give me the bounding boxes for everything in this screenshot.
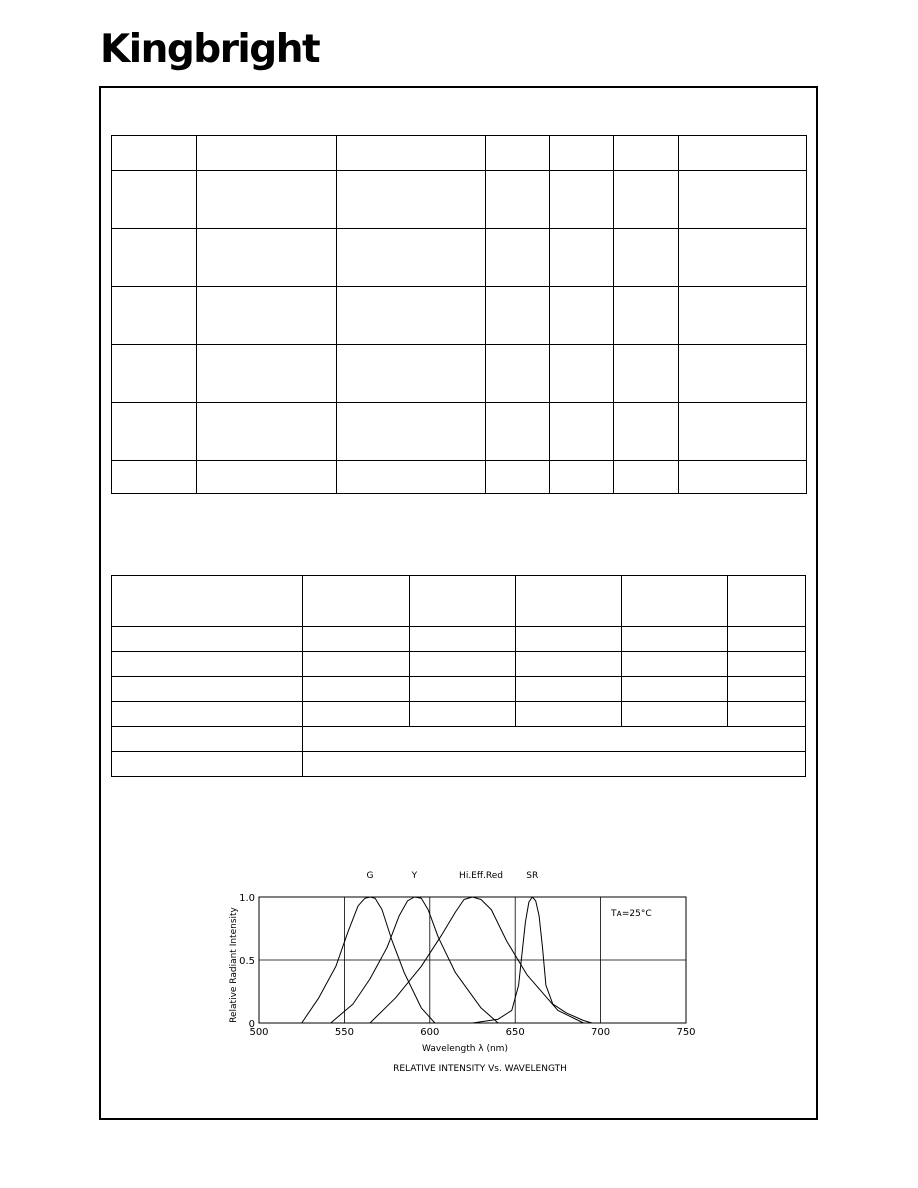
- series-label: G: [366, 871, 374, 881]
- y-tick-label: 0: [248, 1019, 255, 1030]
- x-tick-label: 700: [591, 1027, 611, 1038]
- x-tick-label: 550: [334, 1027, 354, 1038]
- series-label: Hi.Eff.Red: [459, 871, 504, 881]
- y-axis-label: Relative Radiant Intensity: [229, 907, 239, 1023]
- series-label: SR: [526, 871, 539, 881]
- x-tick-label: 650: [505, 1027, 525, 1038]
- chart-series: [302, 871, 592, 1023]
- brand-logo: Kingbright: [100, 27, 320, 72]
- temperature-annotation: Tᴀ=25°C: [611, 909, 652, 919]
- x-tick-label: 500: [249, 1027, 269, 1038]
- y-tick-label: 1.0: [239, 893, 255, 904]
- x-axis-label: Wavelength λ (nm): [422, 1044, 508, 1054]
- x-tick-label: 600: [420, 1027, 440, 1038]
- chart-title: RELATIVE INTENSITY Vs. WAVELENGTH: [393, 1064, 567, 1074]
- x-tick-label: 750: [676, 1027, 696, 1038]
- y-tick-label: 0.5: [239, 956, 255, 967]
- series-label: Y: [411, 871, 418, 881]
